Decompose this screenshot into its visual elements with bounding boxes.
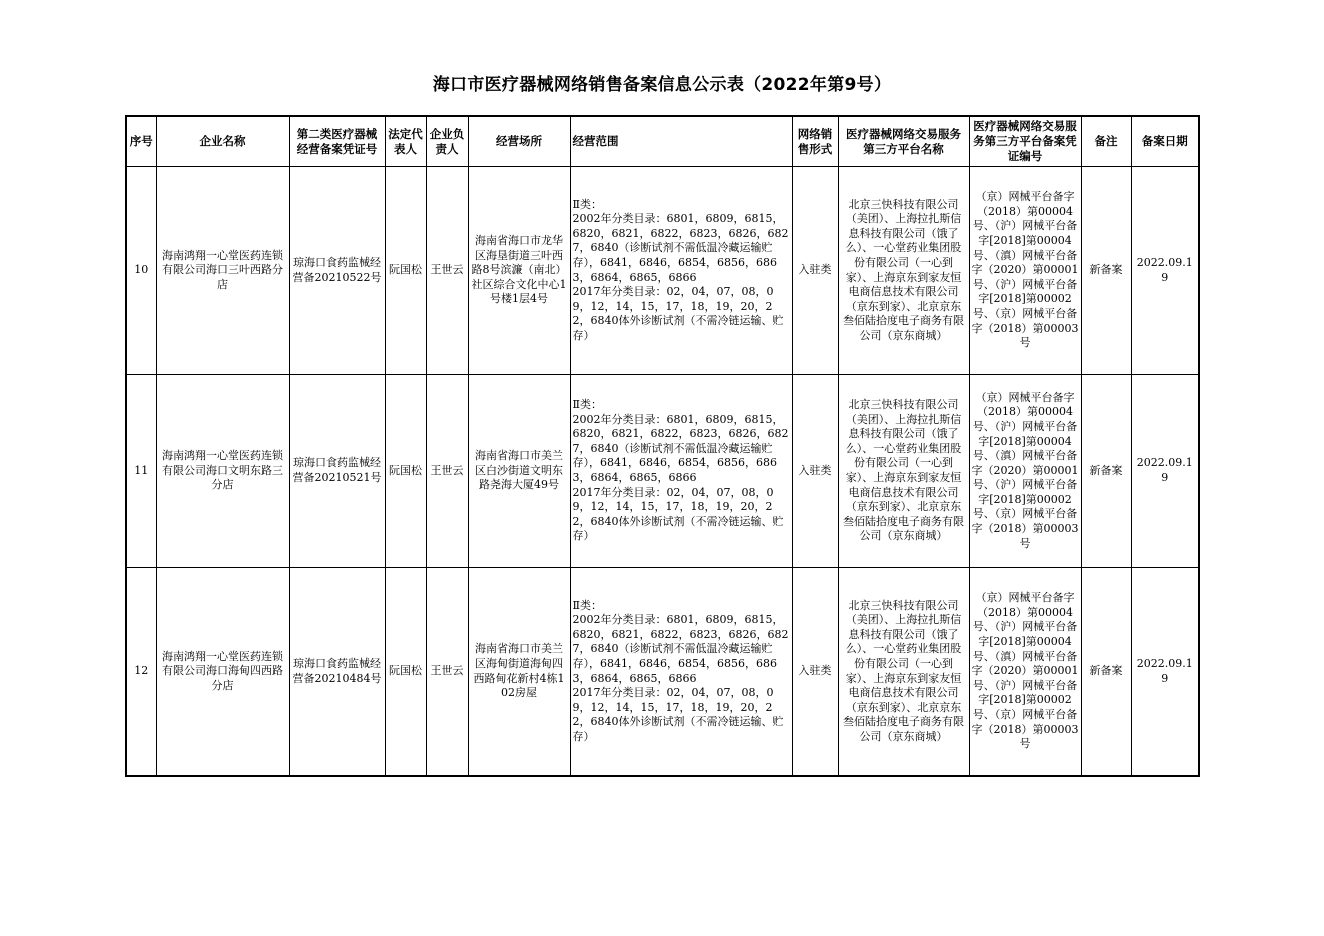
table-row	[126, 167, 1199, 375]
cell-legal: 阮国松	[385, 375, 426, 568]
cell-cert: 琼海口食药监械经营备20210522号	[289, 167, 385, 375]
header-platform: 医疗器械网络交易服务第三方平台名称	[838, 116, 969, 167]
records-table	[125, 115, 1200, 777]
cell-cert: 琼海口食药监械经营备20210521号	[289, 375, 385, 568]
cell-platform: 北京三快科技有限公司（美团）、上海拉扎斯信息科技有限公司（饿了么）、一心堂药业集团股份有限公司（一心到家）、上海京东到家友恒电商信息技术有限公司（京东到家）、北京京东叁佰陆拾度电子商务有限公司（京东商城）	[838, 568, 969, 777]
cell-mode: 入驻类	[792, 375, 838, 568]
cell-platform-no: （京）网械平台备字（2018）第00004号、（沪）网械平台备字[2018]第00004号、（滇）网械平台备字（2020）第00001号、（沪）网械平台备字[2018]第00002号、（京）网械平台备字（2018）第00003号	[969, 167, 1081, 375]
header-company: 企业名称	[156, 116, 289, 167]
table-row	[126, 568, 1199, 777]
header-mode: 网络销售形式	[792, 116, 838, 167]
cell-remark: 新备案	[1081, 167, 1131, 375]
cell-manager: 王世云	[426, 568, 468, 777]
cell-seq: 12	[126, 568, 156, 777]
header-legal: 法定代表人	[385, 116, 426, 167]
header-address: 经营场所	[468, 116, 570, 167]
cell-platform-no: （京）网械平台备字（2018）第00004号、（沪）网械平台备字[2018]第00004号、（滇）网械平台备字（2020）第00001号、（沪）网械平台备字[2018]第00002号、（京）网械平台备字（2018）第00003号	[969, 375, 1081, 568]
cell-manager: 王世云	[426, 167, 468, 375]
header-row	[126, 116, 1199, 167]
cell-cert: 琼海口食药监械经营备20210484号	[289, 568, 385, 777]
cell-address: 海南省海口市龙华区海垦街道三叶西路8号滨濂（南北）社区综合文化中心1号楼1层4号	[468, 167, 570, 375]
cell-scope: Ⅱ类： 2002年分类目录：6801，6809，6815，6820，6821，6822，6823，6826，6827，6840（诊断试剂不需低温冷藏运输贮存），6841，6846，6854，6856，6863，6864，6865，6866 2017年分类目录：02，04，07，08，09，12，14，15，17，18，19，20，22，6840体外诊断试剂（不需冷链运输、贮存）	[570, 568, 792, 777]
header-platform-no: 医疗器械网络交易服务第三方平台备案凭证编号	[969, 116, 1081, 167]
cell-company: 海南鸿翔一心堂医药连锁有限公司海口三叶西路分店	[156, 167, 289, 375]
cell-platform: 北京三快科技有限公司（美团）、上海拉扎斯信息科技有限公司（饿了么）、一心堂药业集团股份有限公司（一心到家）、上海京东到家友恒电商信息技术有限公司（京东到家）、北京京东叁佰陆拾度电子商务有限公司（京东商城）	[838, 375, 969, 568]
cell-scope: Ⅱ类： 2002年分类目录：6801，6809，6815，6820，6821，6822，6823，6826，6827，6840（诊断试剂不需低温冷藏运输贮存），6841，6846，6854，6856，6863，6864，6865，6866 2017年分类目录：02，04，07，08，09，12，14，15，17，18，19，20，22，6840体外诊断试剂（不需冷链运输、贮存）	[570, 167, 792, 375]
cell-seq: 11	[126, 375, 156, 568]
cell-date: 2022.09.19	[1131, 375, 1199, 568]
header-cert: 第二类医疗器械经营备案凭证号	[289, 116, 385, 167]
table-row	[126, 375, 1199, 568]
cell-remark: 新备案	[1081, 568, 1131, 777]
cell-manager: 王世云	[426, 375, 468, 568]
header-seq: 序号	[126, 116, 156, 167]
header-manager: 企业负责人	[426, 116, 468, 167]
cell-mode: 入驻类	[792, 568, 838, 777]
cell-legal: 阮国松	[385, 568, 426, 777]
cell-date: 2022.09.19	[1131, 167, 1199, 375]
cell-platform-no: （京）网械平台备字（2018）第00004号、（沪）网械平台备字[2018]第00004号、（滇）网械平台备字（2020）第00001号、（沪）网械平台备字[2018]第00002号、（京）网械平台备字（2018）第00003号	[969, 568, 1081, 777]
header-scope: 经营范围	[570, 116, 792, 167]
cell-date: 2022.09.19	[1131, 568, 1199, 777]
cell-address: 海南省海口市美兰区海甸街道海甸四西路甸花新村4栋102房屋	[468, 568, 570, 777]
cell-company: 海南鸿翔一心堂医药连锁有限公司海口海甸四西路分店	[156, 568, 289, 777]
page-title: 海口市医疗器械网络销售备案信息公示表（2022年第9号）	[432, 75, 892, 95]
cell-platform: 北京三快科技有限公司（美团）、上海拉扎斯信息科技有限公司（饿了么）、一心堂药业集团股份有限公司（一心到家）、上海京东到家友恒电商信息技术有限公司（京东到家）、北京京东叁佰陆拾度电子商务有限公司（京东商城）	[838, 167, 969, 375]
header-remark: 备注	[1081, 116, 1131, 167]
cell-legal: 阮国松	[385, 167, 426, 375]
cell-mode: 入驻类	[792, 167, 838, 375]
cell-company: 海南鸿翔一心堂医药连锁有限公司海口文明东路三分店	[156, 375, 289, 568]
cell-remark: 新备案	[1081, 375, 1131, 568]
cell-seq: 10	[126, 167, 156, 375]
cell-scope: Ⅱ类： 2002年分类目录：6801，6809，6815，6820，6821，6822，6823，6826，6827，6840（诊断试剂不需低温冷藏运输贮存），6841，6846，6854，6856，6863，6864，6865，6866 2017年分类目录：02，04，07，08，09，12，14，15，17，18，19，20，22，6840体外诊断试剂（不需冷链运输、贮存）	[570, 375, 792, 568]
header-date: 备案日期	[1131, 116, 1199, 167]
cell-address: 海南省海口市美兰区白沙街道文明东路尧海大厦49号	[468, 375, 570, 568]
